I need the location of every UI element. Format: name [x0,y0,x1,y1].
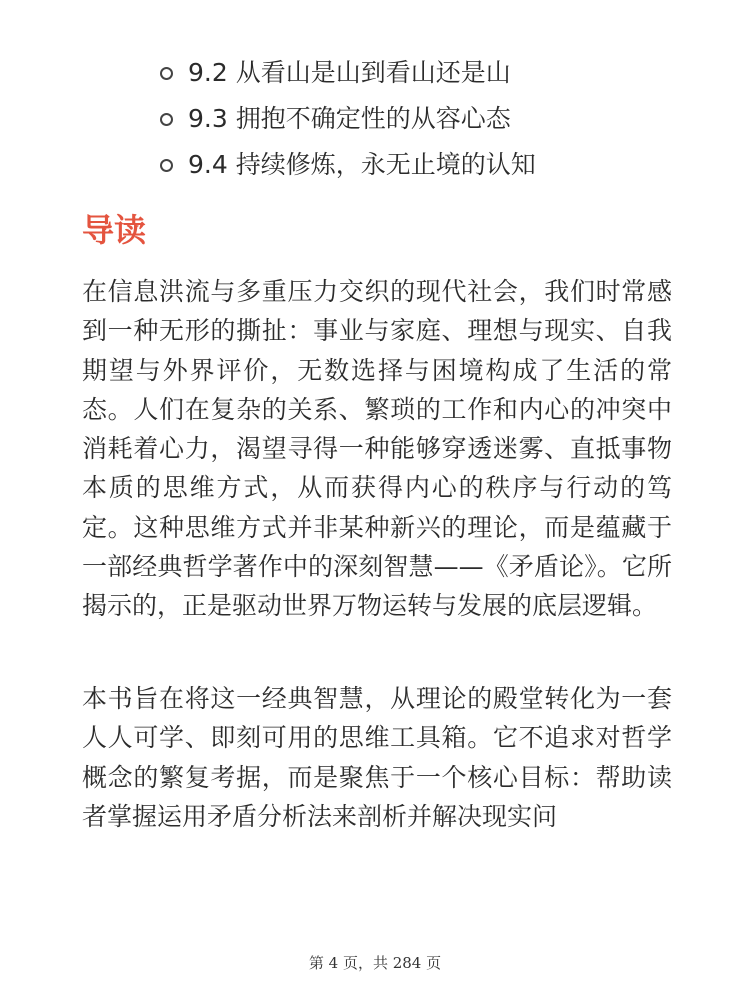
hollow-circle-bullet-icon [160,67,173,80]
toc-item[interactable] [160,96,720,142]
section-heading: 导读 [82,211,147,249]
hollow-circle-bullet-icon [160,113,173,126]
body-paragraph: 本书旨在将这一经典智慧，从理论的殿堂转化为一套人人可学、即刻可用的思维工具箱。它不追求对哲学概念的繁复考据，而是聚焦于一个核心目标：帮助读者掌握运用矛盾分析法来剖析并解决现实问 [82,684,672,831]
toc-item[interactable] [160,50,720,96]
table-of-contents [160,50,720,188]
toc-item-label: 9.2 从看山是山到看山还是山 [188,58,511,87]
body-paragraph: 在信息洪流与多重压力交织的现代社会，我们时常感到一种无形的撕扯：事业与家庭、理想与现实、自我期望与外界评价，无数选择与困境构成了生活的常态。人们在复杂的关系、繁琐的工作和内心的冲突中消耗着心力，渴望寻得一种能够穿透迷雾、直抵事物本质的思维方式，从而获得内心的秩序与行动的笃定。这种思维方式并非某种新兴的理论，而是蕴藏于一部经典哲学著作中的深刻智慧——《矛盾论》。它所揭示的，正是驱动世界万物运转与发展的底层逻辑。 [82,277,672,621]
toc-item[interactable] [160,142,720,188]
hollow-circle-bullet-icon [160,159,173,172]
toc-item-label: 9.4 持续修炼，永无止境的认知 [188,150,536,179]
page-number-footer: 第 4 页，共 284 页 [308,954,442,972]
toc-item-label: 9.3 拥抱不确定性的从容心态 [188,104,511,133]
